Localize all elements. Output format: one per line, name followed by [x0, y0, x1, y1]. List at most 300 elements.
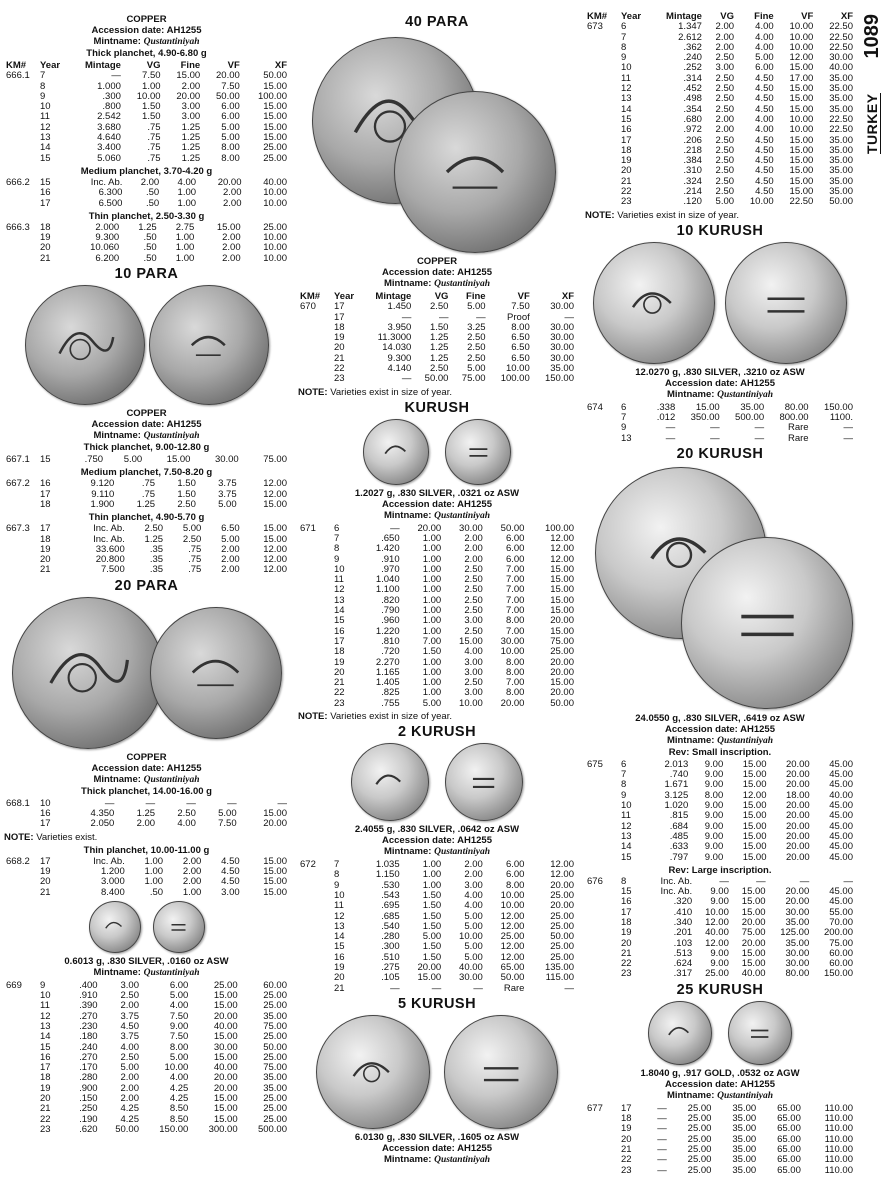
table-cell: 7 [40, 70, 46, 82]
coin-obverse-icon [351, 743, 429, 821]
table-cell: 20.00 [550, 687, 574, 699]
table-cell: 2.50 [429, 363, 449, 375]
table-cell: 10.00 [136, 90, 161, 102]
table-cell: 65.00 [777, 1154, 801, 1166]
table-cell: 12 [40, 1010, 51, 1022]
table-cell: 25.00 [263, 1051, 287, 1063]
headline-line: 12.0270 g, .830 SILVER, .3210 oz ASW [635, 366, 805, 378]
table-cell [298, 881, 332, 891]
table-cell: 12 [621, 83, 632, 95]
headline-line: 24.0550 g, .830 SILVER, .6419 oz ASW [635, 712, 805, 724]
table-cell [585, 434, 619, 444]
table-cell: — [111, 70, 121, 82]
table-cell: 50.00 [550, 931, 574, 943]
table-cell: 15.00 [263, 886, 287, 898]
table-cell: 9 [334, 553, 340, 565]
table-cell [4, 877, 38, 887]
table-cell: 7.00 [505, 605, 525, 617]
table-cell: 30.00 [550, 301, 574, 313]
table-cell: 10.00 [263, 232, 287, 244]
table-cell: 14 [621, 103, 632, 115]
table-cell: 1.00 [422, 543, 442, 555]
table-cell: 8.00 [221, 142, 240, 154]
table-cell: 1.00 [144, 876, 164, 888]
table-cell: 20.00 [417, 961, 442, 973]
table-cell: 1.00 [422, 584, 442, 596]
table-cell [585, 842, 619, 852]
table-cell: 668.1 [6, 797, 30, 809]
coin-image-kurush [298, 419, 576, 485]
table-cell: 1.405 [375, 677, 400, 689]
table-677 [585, 1104, 855, 1176]
table-cell: 20.00 [263, 818, 287, 830]
table-cell: 40.00 [459, 961, 483, 973]
table-cell: 25.00 [263, 152, 287, 164]
table-cell: 80.00 [784, 401, 809, 413]
table-cell: 15 [40, 152, 51, 164]
table-cell: 20.00 [213, 1072, 238, 1084]
coin-obverse-icon [89, 901, 141, 953]
table-cell [4, 490, 38, 500]
table-cell [585, 959, 619, 969]
table-cell: 35.00 [829, 165, 853, 177]
coin-reverse-icon [445, 743, 523, 821]
table-cell: 1.00 [422, 859, 442, 871]
table-cell: 21 [621, 1143, 632, 1155]
table-cell: 1.25 [429, 352, 449, 364]
table-cell: 11 [621, 72, 631, 84]
table-cell: .633 [669, 841, 689, 853]
table-cell: 1.00 [422, 869, 442, 881]
table-cell: 8 [621, 875, 627, 887]
table-cell: 667.3 [6, 523, 30, 535]
page-side-tab [858, 14, 886, 154]
table-cell: 4.50 [221, 876, 240, 888]
table-cell: 15.00 [789, 103, 814, 115]
table-cell: 7.00 [505, 584, 525, 596]
table-cell: 10.00 [505, 363, 530, 375]
table-673 [585, 12, 855, 208]
table-cell [585, 897, 619, 907]
table-cell: 2.00 [223, 197, 242, 209]
table-cell: 30.00 [785, 958, 810, 970]
table-cell: 22.50 [829, 41, 853, 53]
table-cell [585, 801, 619, 811]
table-cell: Inc. Ab. [93, 523, 125, 535]
planchet-label: Medium planchet, 7.50-8.20 g [80, 467, 213, 479]
table-cell: — [473, 982, 483, 994]
table-cell: 110.00 [824, 1102, 853, 1114]
section-title-20-para: 20 PARA [114, 577, 179, 594]
table-cell: .50 [146, 187, 160, 199]
table-cell [585, 853, 619, 863]
table-cell: 17 [40, 855, 51, 867]
table-cell: 40.00 [213, 1020, 238, 1032]
table-cell: 10.00 [263, 187, 287, 199]
table-row [298, 374, 576, 384]
table-cell: 35.00 [732, 1133, 757, 1145]
table-cell: 65.00 [777, 1143, 801, 1155]
table-cell: 671 [300, 522, 316, 534]
table-cell: 3.00 [120, 979, 139, 991]
table-cell: 2.50 [464, 563, 483, 575]
planchet-label: Thin planchet, 4.90-5.70 g [88, 512, 205, 524]
coin-image-5-kurush [298, 1015, 576, 1129]
section-title-20-kurush: 20 KURUSH [676, 445, 764, 462]
table-cell: 35.00 [732, 1102, 757, 1114]
table-cell: — [665, 432, 676, 444]
table-cell: 15.00 [550, 574, 574, 586]
table-cell: 15.00 [742, 841, 767, 853]
table-cell: 2.00 [464, 532, 483, 544]
table-cell: 1.50 [422, 889, 442, 901]
table-cell: 35.00 [829, 93, 853, 105]
table-cell: 35.00 [732, 1123, 757, 1135]
table-cell: 30.00 [500, 635, 525, 647]
table-cell: 20.00 [213, 1010, 238, 1022]
table-cell: 2.00 [182, 855, 202, 867]
table-cell: 25.00 [550, 910, 574, 922]
table-cell: 10 [40, 990, 51, 1002]
headlines-copper-para5 [4, 14, 289, 59]
table-cell: 2.50 [467, 342, 486, 354]
table-cell: 4.00 [177, 818, 196, 830]
headline-line: Accession date: AH1255 [91, 762, 202, 774]
table-cell: 25.00 [705, 968, 729, 980]
table-cell: — [431, 982, 442, 994]
table-cell: 1.00 [422, 625, 442, 637]
table-cell: 15.00 [213, 1113, 238, 1125]
table-cell: 4.25 [120, 1113, 139, 1125]
headline-line: Mintname: Qustantiniyah [666, 388, 774, 400]
table-cell [4, 1094, 38, 1104]
table-cell: .540 [381, 920, 400, 932]
table-cell: 65.00 [777, 1123, 801, 1135]
table-cell: 20 [40, 242, 51, 254]
table-cell: 25.00 [687, 1113, 712, 1125]
table-cell: 4.50 [221, 865, 240, 877]
table-cell: 2.50 [715, 52, 735, 64]
table-cell: 2.00 [120, 1093, 139, 1105]
table-cell: .75 [141, 488, 156, 500]
table-cell: — [145, 797, 156, 809]
table-cell: 1.00 [142, 80, 161, 92]
table-cell: 15 [621, 851, 632, 863]
table-cell: 12.00 [500, 920, 525, 932]
table-cell: 2.00 [223, 187, 242, 199]
table-cell: 8 [40, 80, 46, 92]
table-cell [585, 770, 619, 780]
table-cell: 9.00 [710, 896, 729, 908]
table-row [4, 254, 289, 264]
table-cell [585, 1114, 619, 1124]
table-cell: 1.00 [422, 563, 442, 575]
table-cell: 2.50 [715, 186, 735, 198]
table-cell: .280 [381, 931, 400, 943]
table-cell: 2.00 [182, 876, 202, 888]
table-cell: 19 [621, 927, 632, 939]
table-cell: 10.00 [459, 697, 483, 709]
table-cell: — [438, 311, 449, 323]
table-cell: 1.000 [97, 80, 121, 92]
table-cell: 11.3000 [377, 332, 412, 344]
table-cell: 20.00 [785, 851, 810, 863]
table-cell: 35.00 [785, 937, 810, 949]
table-cell: 21 [40, 1103, 51, 1115]
table-cell [4, 243, 38, 253]
table-cell: 25.00 [550, 951, 574, 963]
table-cell [585, 1145, 619, 1155]
table-cell: 9.00 [710, 947, 729, 959]
table-cell: Rare [503, 982, 525, 994]
table-cell: 45.00 [829, 820, 853, 832]
table-cell: 15.00 [263, 523, 287, 535]
headline-line: Accession date: AH1255 [664, 723, 775, 735]
table-cell: 14 [621, 841, 632, 853]
table-cell: .510 [381, 951, 400, 963]
table-cell: 20.00 [550, 900, 574, 912]
table-cell: 30.00 [829, 52, 853, 64]
coin-reverse-icon [445, 419, 511, 485]
table-cell: .695 [381, 900, 400, 912]
table-cell: 7 [334, 532, 340, 544]
headline-line: Accession date: AH1255 [381, 835, 492, 847]
headlines-5-kurush [298, 1132, 576, 1166]
table-row [585, 423, 855, 433]
table-cell [585, 822, 619, 832]
country-label: TURKEY [863, 93, 880, 154]
table-cell: 7.50 [142, 70, 161, 82]
table-cell: 2.000 [95, 221, 120, 233]
table-cell: 4.50 [755, 144, 774, 156]
table-cell: 30.00 [213, 1041, 238, 1053]
table-cell: .103 [673, 937, 693, 949]
table-cell: 25.00 [550, 889, 574, 901]
table-cell: 30.00 [214, 454, 239, 466]
table-cell: 10 [334, 889, 345, 901]
coin-obverse-icon [12, 597, 164, 749]
table-cell: 15.00 [550, 605, 574, 617]
table-cell: 30.00 [550, 332, 574, 344]
table-cell: 30.00 [550, 321, 574, 333]
table-cell: 50.00 [424, 373, 449, 385]
table-cell: 1.50 [422, 900, 442, 912]
coin-image-20-para [4, 597, 289, 749]
table-cell: .624 [673, 958, 693, 970]
table-cell [585, 74, 619, 84]
table-cell: 10 [621, 800, 632, 812]
table-cell: 20.00 [785, 810, 810, 822]
table-cell: 667.1 [6, 454, 30, 466]
headlines-20-para [4, 752, 289, 797]
planchet-label: Thin planchet, 10.00-11.00 g [83, 844, 210, 856]
table-cell: 9.00 [710, 958, 729, 970]
table-cell: 12.00 [550, 869, 574, 881]
section-title-25-kurush: 25 KURUSH [676, 981, 764, 998]
table-cell: 670 [300, 301, 316, 313]
table-cell [4, 188, 38, 198]
table-cell: 20.00 [785, 758, 810, 770]
headline-line: COPPER [126, 14, 167, 25]
table-cell [4, 1115, 38, 1125]
table-cell: 1.00 [144, 855, 164, 867]
table-cell: 22.50 [829, 113, 853, 125]
table-cell: 110.00 [824, 1164, 853, 1176]
table-row [4, 455, 289, 465]
note: NOTE: Varieties exist in size of year. [585, 209, 739, 221]
table-cell: 2.50 [715, 134, 735, 146]
table-cell: 15.00 [213, 1051, 238, 1063]
table-cell: — [754, 432, 765, 444]
table-cell: 15.00 [550, 563, 574, 575]
table-cell: 6 [621, 21, 627, 33]
table-cell: 12.00 [789, 52, 814, 64]
table-cell: 1.25 [136, 498, 156, 510]
table-cell: 4.50 [755, 83, 774, 95]
table-cell: 50.00 [829, 196, 853, 208]
table-cell: 7.50 [169, 1031, 189, 1043]
table-cell: 2.542 [97, 111, 121, 123]
table-cell: 50.00 [550, 697, 574, 709]
table-cell: 70.00 [829, 916, 853, 928]
table-cell: 13 [621, 830, 632, 842]
table-cell: 15.00 [741, 906, 766, 918]
coin-image-2-kurush [298, 743, 576, 821]
table-cell: 115.00 [545, 972, 574, 984]
table-666-3 [4, 223, 289, 264]
table-cell: 9.00 [704, 820, 724, 832]
table-cell [298, 984, 332, 994]
table-cell: 40.00 [263, 176, 287, 188]
table-cell: 1.00 [422, 615, 442, 627]
table-cell: 5.00 [120, 1062, 139, 1074]
table-cell: 2.50 [715, 144, 735, 156]
headline-line: 1.2027 g, .830 SILVER, .0321 oz ASW [354, 487, 520, 499]
headline-line: Accession date: AH1255 [91, 25, 202, 36]
table-674 [585, 403, 855, 444]
column-header: Year [621, 11, 642, 22]
table-cell [298, 668, 332, 678]
table-cell: .960 [381, 615, 400, 627]
table-cell: 7 [621, 769, 627, 781]
table-cell: 17 [40, 197, 51, 209]
table-cell [298, 585, 332, 595]
headline-line: Accession date: AH1255 [381, 1142, 492, 1154]
table-cell: 4.140 [387, 363, 412, 375]
table-row [585, 197, 855, 207]
coin-reverse-icon [444, 1015, 558, 1129]
table-cell: 2.00 [715, 41, 735, 53]
table-cell: 15.00 [742, 758, 767, 770]
table-cell: 45.00 [829, 800, 853, 812]
table-cell: 15.00 [742, 830, 767, 842]
table-cell: 18 [334, 321, 345, 333]
table-cell: 1.00 [144, 865, 164, 877]
table-cell: 4.25 [169, 1093, 189, 1105]
table-cell: 20 [40, 876, 51, 888]
table-cell: 30.00 [550, 352, 574, 364]
table-cell: 7.00 [505, 563, 525, 575]
headline-line: Mintname: Qustantiniyah [383, 278, 491, 289]
table-670 [298, 292, 576, 385]
table-cell: 20.00 [500, 697, 525, 709]
table-cell: 1100. [829, 411, 853, 423]
table-cell: 20.00 [217, 176, 242, 188]
table-cell: 20.00 [417, 522, 442, 534]
table-cell: Inc. Ab. [93, 855, 125, 867]
table-cell: 25.00 [687, 1154, 712, 1166]
table-cell: 3.00 [221, 886, 240, 898]
table-cell: 10 [621, 62, 632, 74]
table-cell: 150.00 [544, 373, 574, 385]
table-cell: 6 [334, 522, 340, 534]
table-cell: Rare [787, 432, 809, 444]
table-cell: 135.00 [544, 961, 574, 973]
table-cell: .180 [79, 1031, 98, 1043]
table-cell: 40.00 [741, 968, 766, 980]
table-cell: 2.00 [221, 564, 240, 576]
table-cell: 9 [621, 789, 627, 801]
table-cell: 2.00 [464, 543, 483, 555]
table-cell: 30.00 [459, 522, 483, 534]
table-cell [298, 534, 332, 544]
table-cell: 4.00 [464, 900, 483, 912]
table-cell: — [665, 422, 676, 434]
table-cell: 15.00 [741, 896, 766, 908]
table-676 [585, 877, 855, 980]
table-cell: 20.00 [176, 90, 201, 102]
table-cell: 22.50 [829, 31, 853, 43]
table-cell: 19 [40, 543, 51, 555]
table-cell: 673 [587, 21, 603, 33]
table-cell: 4.00 [120, 1041, 139, 1053]
table-cell: 5.00 [464, 910, 483, 922]
headlines-25-kurush [585, 1068, 855, 1102]
table-cell [585, 811, 619, 821]
table-cell: 10.00 [500, 900, 525, 912]
table-cell: .970 [381, 563, 400, 575]
column-header: VG [434, 291, 449, 302]
table-cell: 1.00 [422, 574, 442, 586]
table-cell: 12 [40, 121, 51, 133]
table-cell [298, 333, 332, 343]
table-cell: 2.50 [464, 594, 483, 606]
table-cell: 672 [300, 859, 316, 871]
table-cell: .190 [79, 1113, 98, 1125]
table-cell: 5.00 [464, 941, 483, 953]
table-cell [585, 33, 619, 43]
table-cell: 15.00 [550, 594, 574, 606]
coin-image-silver-para [4, 901, 289, 953]
table-cell: 2.00 [221, 554, 240, 566]
headlines-2-kurush [298, 824, 576, 858]
table-cell: — [564, 982, 574, 994]
table-cell: 15.00 [213, 1103, 238, 1115]
table-cell: 25.00 [550, 941, 574, 953]
table-cell: .50 [149, 886, 164, 898]
table-cell: 5.00 [467, 301, 486, 313]
table-cell: — [401, 311, 412, 323]
table-cell: 10.00 [500, 889, 525, 901]
table-cell: 9.00 [704, 841, 724, 853]
table-cell [4, 1063, 38, 1073]
coin-image-25-kurush [585, 1001, 855, 1065]
table-cell: 14 [334, 931, 345, 943]
table-cell: 17 [40, 488, 51, 500]
table-row [4, 154, 289, 164]
table-cell: — [657, 1102, 667, 1114]
table-cell: 1.165 [375, 666, 400, 678]
